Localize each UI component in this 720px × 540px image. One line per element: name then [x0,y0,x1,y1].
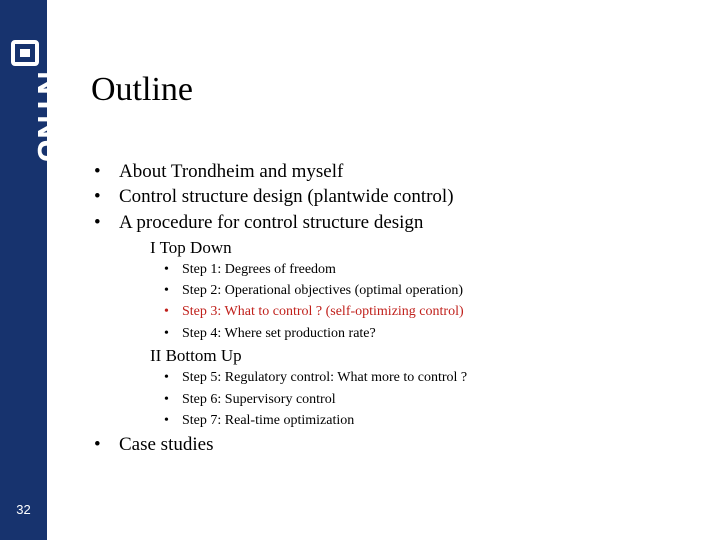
bullet-glyph: • [164,262,169,277]
step-text: Step 3: What to control ? (self-optimizing control) [182,304,464,319]
bottom-up-heading: II Bottom Up [150,346,242,365]
bullet-glyph: • [164,392,169,407]
step-text: Step 7: Real-time optimization [182,413,355,428]
bullet-text: About Trondheim and myself [119,161,344,182]
bullet-item [94,433,213,457]
bullet-item [94,160,343,184]
bullet-glyph: • [164,283,169,298]
step-text: Step 1: Degrees of freedom [182,262,336,277]
step-text: Step 5: Regulatory control: What more to control ? [182,370,468,385]
bullet-glyph: • [164,326,169,341]
bullet-glyph: • [164,413,169,428]
bullet-text: Control structure design (plantwide control) [119,186,454,207]
step-item-highlighted [164,302,464,322]
step-text: Step 4: Where set production rate? [182,326,376,341]
logo-text: NTNU [31,71,68,163]
step-item [164,368,467,388]
bullet-glyph: • [94,434,101,455]
slide-title: Outline [91,71,193,108]
bullet-glyph: • [94,161,101,182]
bullet-text: Case studies [119,434,214,455]
page-number: 32 [16,502,31,517]
step-item [164,411,354,431]
bullet-glyph: • [94,186,101,207]
step-item [164,281,463,301]
bullet-glyph: • [94,212,101,233]
bullet-item [94,211,423,235]
step-text: Step 6: Supervisory control [182,392,336,407]
bullet-glyph: • [164,370,169,385]
bullet-glyph: • [164,304,169,319]
step-item [164,260,336,280]
bullet-item [94,185,454,209]
top-down-heading: I Top Down [150,238,232,257]
step-text: Step 2: Operational objectives (optimal operation) [182,283,464,298]
bullet-text: A procedure for control structure design [119,212,424,233]
step-item [164,324,376,344]
step-item [164,390,336,410]
